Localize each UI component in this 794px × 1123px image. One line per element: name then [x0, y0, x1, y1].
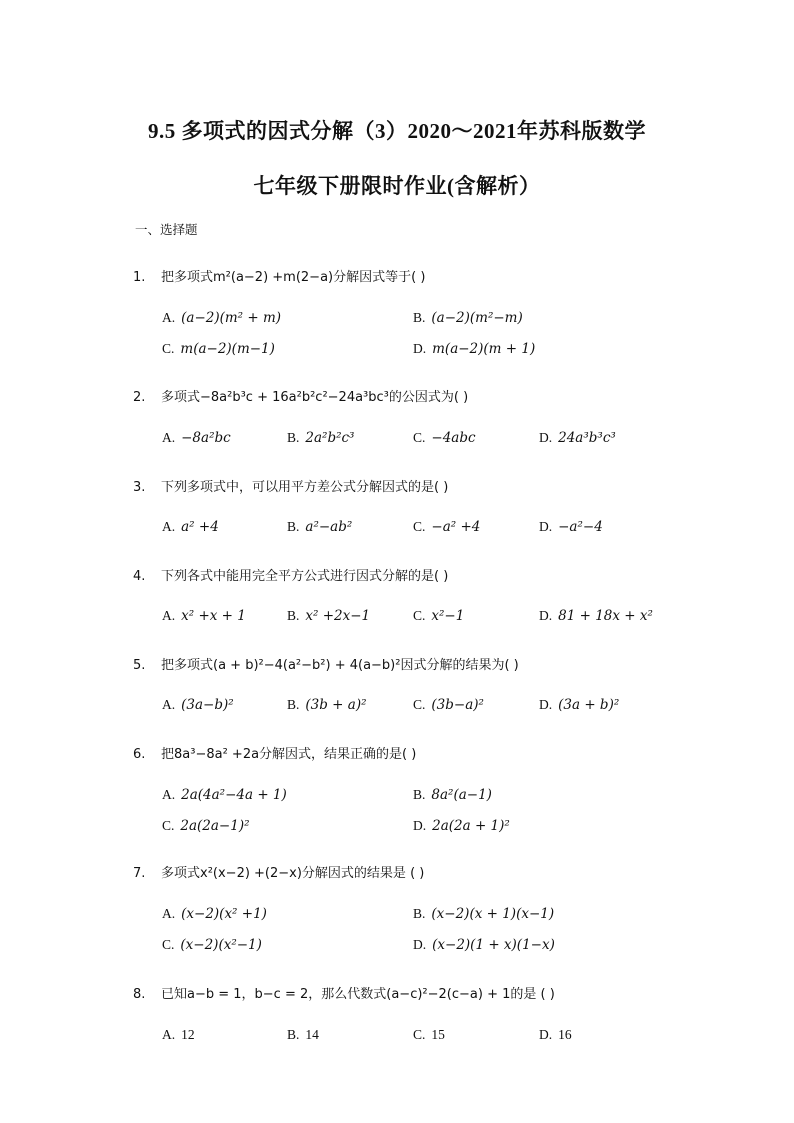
question-5-option-d: D. (3a + b)² [539, 697, 620, 713]
question-text: 下列各式中能用完全平方公式进行因式分解的是( ) [161, 569, 449, 584]
question-number: 5. [133, 658, 146, 673]
question-1-option-c: C. m(a−2)(m−1) [162, 341, 275, 357]
document-title-line-2: 七年级下册限时作业(含解析） [253, 174, 541, 198]
question-4-option-d: D. 81 + 18x + x² [539, 608, 653, 624]
question-6-option-a: A. 2a(4a²−4a + 1) [162, 787, 287, 803]
question-3-option-c: C. −a² +4 [413, 519, 481, 535]
question-8-stem [133, 983, 555, 1002]
question-text: 把8a³−8a² +2a分解因式，结果正确的是( ) [161, 747, 417, 762]
question-4-option-b: B. x² +2x−1 [287, 608, 371, 624]
question-6-option-b: B. 8a²(a−1) [413, 787, 492, 803]
question-6-option-c: C. 2a(2a−1)² [162, 818, 250, 834]
question-7-option-b: B. (x−2)(x + 1)(x−1) [413, 906, 555, 922]
question-number: 4. [133, 569, 146, 584]
section-heading: 一、选择题 [135, 222, 198, 237]
question-2-option-c: C. −4abc [413, 430, 476, 446]
question-number: 3. [133, 480, 146, 495]
question-1-option-b: B. (a−2)(m²−m) [413, 310, 523, 326]
question-8-option-b: B. 14 [287, 1027, 319, 1042]
question-2-option-b: B. 2a²b²c³ [287, 430, 355, 446]
question-4-option-c: C. x²−1 [413, 608, 465, 624]
question-3-option-b: B. a²−ab² [287, 519, 353, 535]
question-text: 把多项式(a + b)²−4(a²−b²) + 4(a−b)²因式分解的结果为( ) [161, 658, 519, 673]
question-7-stem [133, 862, 424, 881]
question-number: 1. [133, 270, 146, 285]
question-text: 多项式−8a²b³c + 16a²b²c²−24a³bc³的公因式为( ) [161, 390, 469, 405]
question-2-option-a: A. −8a²bc [162, 430, 231, 446]
question-8-option-a: A. 12 [162, 1027, 195, 1042]
question-3-option-a: A. a² +4 [162, 519, 219, 535]
question-1-stem [133, 266, 425, 285]
question-6-stem [133, 743, 416, 762]
question-number: 8. [133, 987, 146, 1002]
question-3-stem [133, 476, 448, 495]
question-8-option-d: D. 16 [539, 1027, 572, 1042]
question-text: 下列多项式中，可以用平方差公式分解因式的是( ) [161, 480, 449, 495]
question-number: 2. [133, 390, 146, 405]
question-2-stem [133, 386, 468, 405]
question-number: 7. [133, 866, 146, 881]
question-text: 把多项式m²(a−2) +m(2−a)分解因式等于( ) [161, 270, 426, 285]
question-4-option-a: A. x² +x + 1 [162, 608, 246, 624]
question-5-option-c: C. (3b−a)² [413, 697, 484, 713]
question-5-option-b: B. (3b + a)² [287, 697, 367, 713]
question-6-option-d: D. 2a(2a + 1)² [413, 818, 510, 834]
question-8-option-c: C. 15 [413, 1027, 445, 1042]
question-number: 6. [133, 747, 146, 762]
question-1-option-d: D. m(a−2)(m + 1) [413, 341, 536, 357]
question-7-option-d: D. (x−2)(1 + x)(1−x) [413, 937, 555, 953]
question-text: 多项式x²(x−2) +(2−x)分解因式的结果是 ( ) [161, 866, 425, 881]
question-text: 已知a−b = 1，b−c = 2，那么代数式(a−c)²−2(c−a) + 1的是 ( ) [161, 987, 555, 1002]
question-5-stem [133, 654, 519, 673]
question-1-option-a: A. (a−2)(m² + m) [162, 310, 282, 326]
question-7-option-c: C. (x−2)(x²−1) [162, 937, 262, 953]
question-4-stem [133, 565, 448, 584]
question-7-option-a: A. (x−2)(x² +1) [162, 906, 267, 922]
question-2-option-d: D. 24a³b³c³ [539, 430, 616, 446]
question-5-option-a: A. (3a−b)² [162, 697, 234, 713]
document-title-line-1: 9.5 多项式的因式分解（3）2020～2021年苏科版数学 [148, 119, 646, 143]
question-3-option-d: D. −a²−4 [539, 519, 603, 535]
